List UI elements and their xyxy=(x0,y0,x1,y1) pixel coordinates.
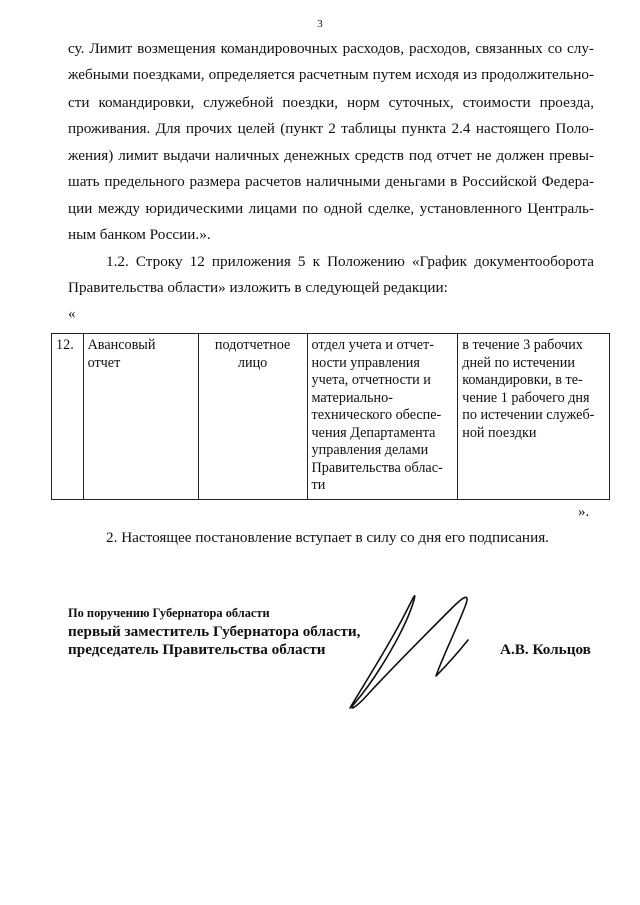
cell-line: дней по истечении xyxy=(462,354,575,371)
cell-line: лицо xyxy=(237,354,268,371)
paragraph-2-line: 1.2. Строку 12 приложения 5 к Положению «График документооборота xyxy=(106,253,594,270)
signature-line-1: По поручению Губернатора области xyxy=(68,606,270,620)
document-name-cell xyxy=(83,334,198,500)
cell-line: чение 1 рабочего дня xyxy=(462,389,590,406)
quote-close: ». xyxy=(578,504,590,520)
paragraph-3: 2. Настоящее постановление вступает в силу со дня его подписания. xyxy=(106,529,549,546)
paragraph-1-line: шать предельного размера расчетов наличными деньгами в Российской Федера- xyxy=(68,173,594,190)
cell-line: по истечении служеб- xyxy=(462,407,595,423)
row-number-cell: 12. xyxy=(52,334,84,500)
cell-line: в течение 3 рабочих xyxy=(462,337,583,353)
cell-line: командировки, в те- xyxy=(462,372,583,388)
paragraph-1-line: су. Лимит возмещения командировочных расходов, расходов, связанных со слу- xyxy=(68,40,594,57)
cell-line: чения Департамента xyxy=(311,424,436,441)
paragraph-1-line: проживания. Для прочих целей (пункт 2 таблицы пункта 2.4 настоящего Поло- xyxy=(68,120,594,137)
table-row xyxy=(52,334,610,500)
paragraph-1-line: ции между юридическими лицами по одной сделке, установленного Централь- xyxy=(68,200,594,217)
department-cell xyxy=(307,334,458,500)
cell-line: учета, отчетности и xyxy=(311,372,431,388)
cell-line: материально- xyxy=(311,389,393,406)
cell-line: ти xyxy=(311,477,326,493)
paragraph-1-line: жебными поездками, определяется расчетным путем исходя из продолжительно- xyxy=(68,66,594,83)
cell-line: ной поездки xyxy=(462,424,537,441)
signature-line-3: председатель Правительства области xyxy=(68,641,326,658)
cell-line: Правительства облас- xyxy=(311,459,443,476)
cell-line: подотчетное xyxy=(214,337,291,353)
signer-name: А.В. Кольцов xyxy=(500,641,591,658)
cell-line: отчет xyxy=(87,354,121,371)
paragraph-1-line: жения) лимит выдачи наличных денежных средств под отчет не должен превы- xyxy=(68,147,594,164)
cell-line: отдел учета и отчет- xyxy=(311,337,434,353)
document-flow-table xyxy=(51,333,610,500)
cell-line: технического обеспе- xyxy=(311,407,442,423)
handwritten-signature xyxy=(330,580,490,720)
cell-line: управления делами xyxy=(311,442,429,458)
responsible-cell xyxy=(198,334,307,500)
quote-open: « xyxy=(68,306,76,322)
cell-line: Авансовый xyxy=(87,337,156,353)
deadline-cell xyxy=(458,334,610,500)
paragraph-2-line: Правительства области» изложить в следующей редакции: xyxy=(68,279,448,296)
signature-line-2: первый заместитель Губернатора области, xyxy=(68,623,361,640)
paragraph-1-line: сти командировки, служебной поездки, норм суточных, стоимости проезда, xyxy=(68,94,594,111)
paragraph-1-line: ным банком России.». xyxy=(68,226,211,243)
cell-line: ности управления xyxy=(311,354,420,371)
page-number: 3 xyxy=(317,18,323,30)
